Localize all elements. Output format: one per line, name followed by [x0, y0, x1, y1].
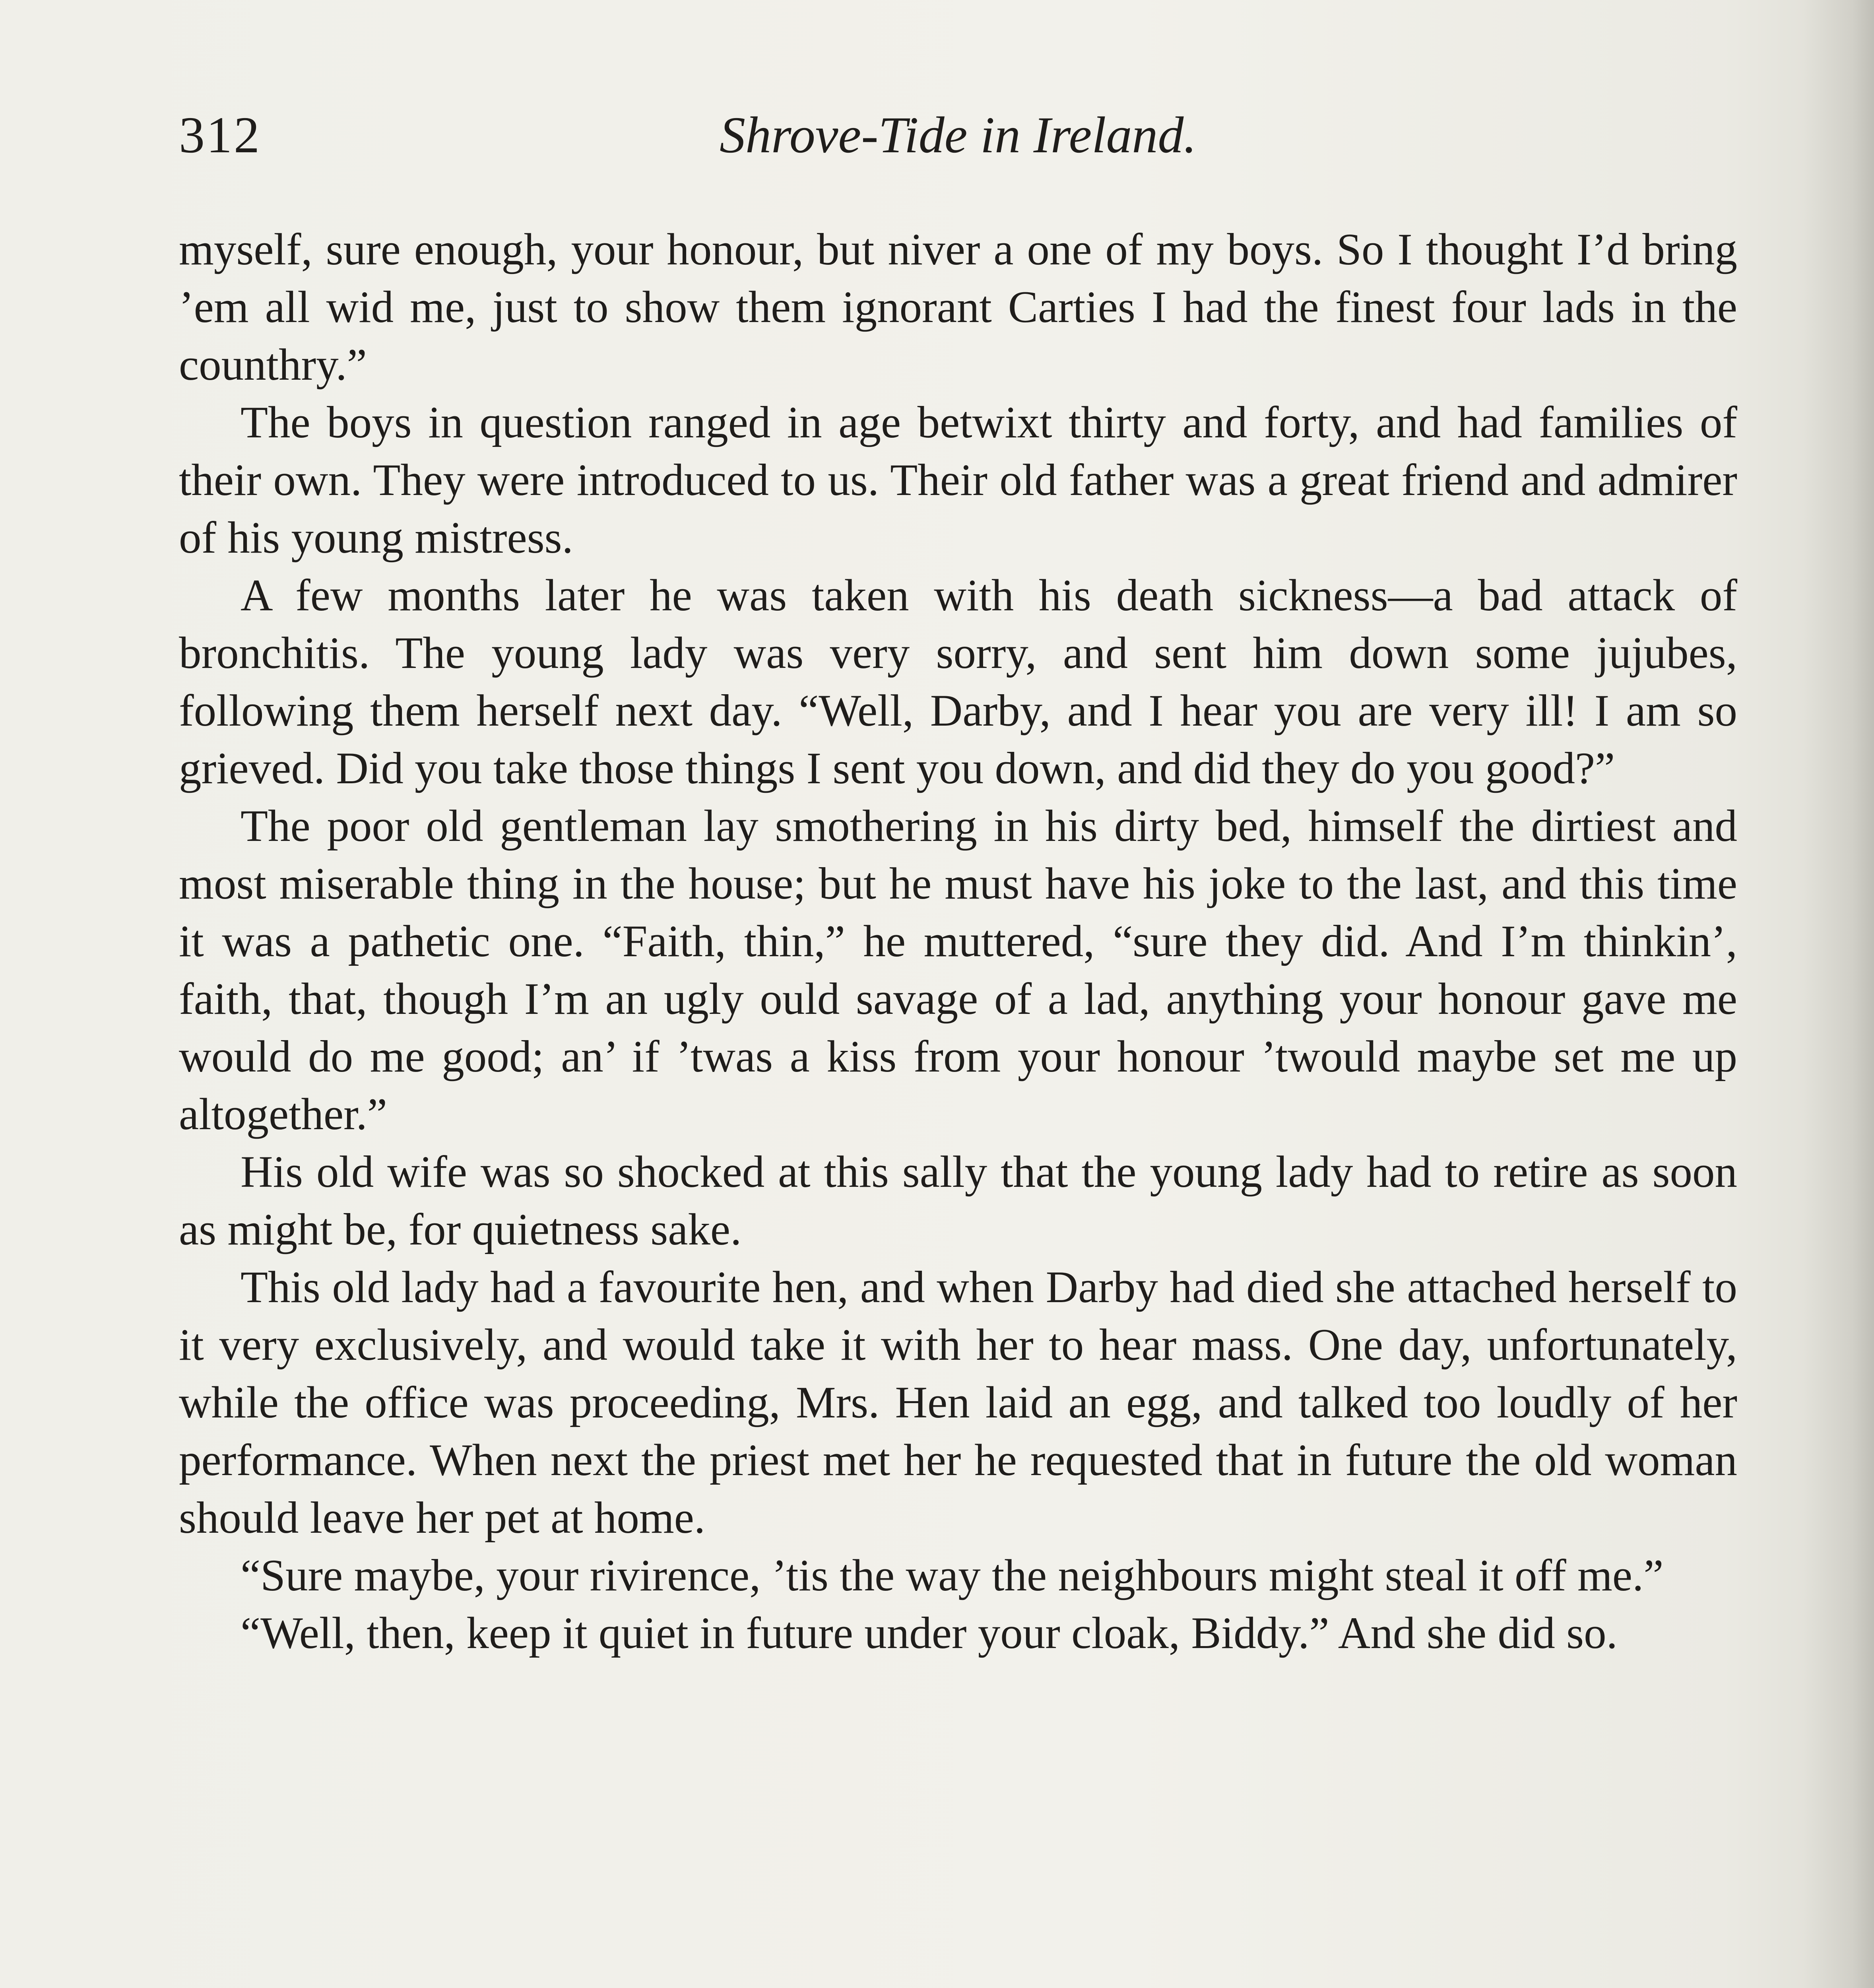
page-edge-shadow — [1802, 0, 1874, 1988]
paragraph: The poor old gentleman lay smothering in his dirty bed, himself the dirtiest and most miserable thing in the house; but he must have his joke to the last, and this time it was a pathetic one. “Faith, thin,” he muttered, “sure they did. And I’m thinkin’, faith, that, though I’m an ugly ould savage of a lad, anything your honour gave me would do me good; an’ if ’twas a kiss from your honour ’twould maybe set me up altogether.” — [179, 801, 1737, 1139]
page-number: 312 — [179, 107, 261, 164]
page-header — [179, 101, 1737, 169]
paragraph: “Well, then, keep it quiet in future under your cloak, Biddy.” And she did so. — [241, 1608, 1618, 1658]
paragraph: A few months later he was taken with his death sickness—a bad attack of bronchitis. The young lady was very sorry, and sent him down some jujubes, following them herself next day. “Well, Darby, and I hear you are very ill! I am so grieved. Did you take those things I sent you down, and did they do you good?” — [179, 571, 1737, 793]
paragraph: “Sure maybe, your rivirence, ’tis the way the neighbours might steal it off me.” — [241, 1551, 1664, 1600]
paragraph: His old wife was so shocked at this sally that the young lady had to retire as soon as might be, for quietness sake. — [179, 1147, 1737, 1254]
running-title: Shrove-Tide in Ireland. — [720, 107, 1197, 164]
paragraph: This old lady had a favourite hen, and when Darby had died she attached herself to it very exclusively, and would take it with her to hear mass. One day, unfortunately, while the office was proceeding, Mrs. Hen laid an egg, and talked too loudly of her performance. When next the priest met her he requested that in future the old woman should leave her pet at home. — [179, 1262, 1737, 1543]
paragraph: myself, sure enough, your honour, but niver a one of my boys. So I thought I’d bring ’em all wid me, just to show them ignorant Carties I had the finest four lads in the counthry.” — [179, 225, 1737, 390]
body-text — [179, 221, 1737, 1662]
paragraph: The boys in question ranged in age betwixt thirty and forty, and had families of their own. They were introduced to us. Their old father was a great friend and admirer of his young mistress. — [179, 398, 1737, 563]
